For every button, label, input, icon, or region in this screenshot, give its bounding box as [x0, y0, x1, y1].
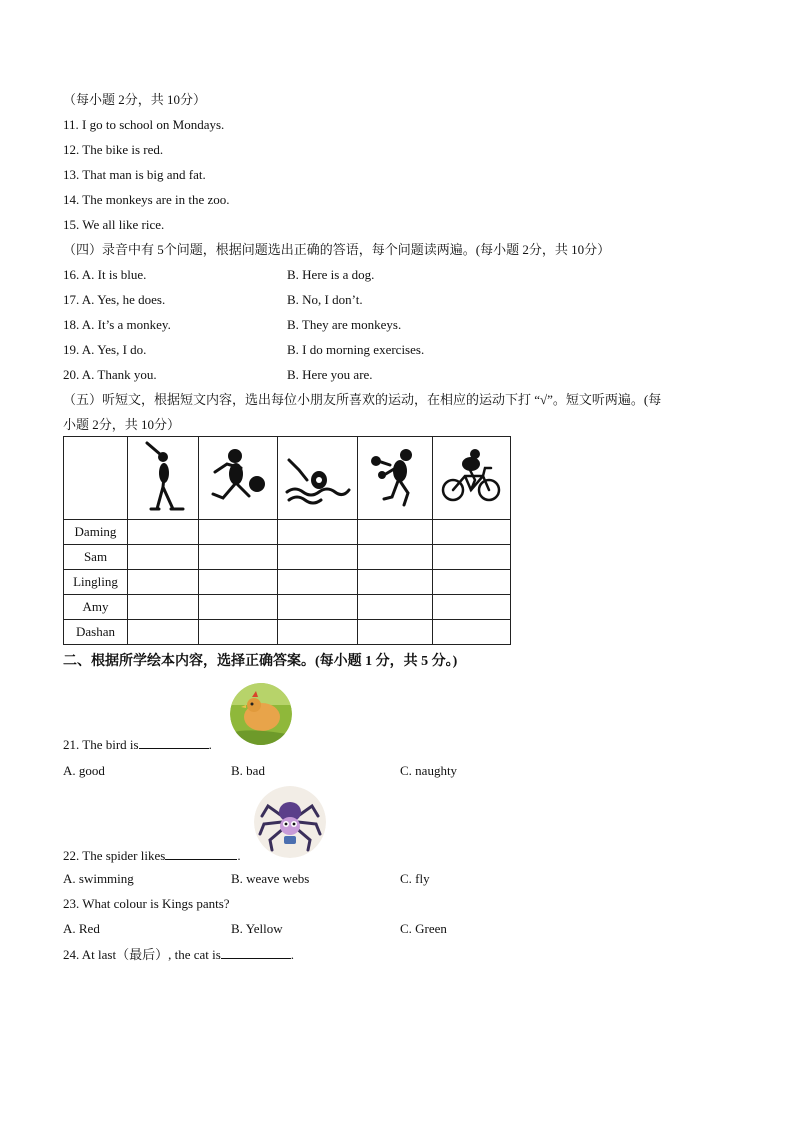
name-cell: Lingling	[64, 570, 128, 595]
question-11: 11. I go to school on Mondays.	[63, 117, 225, 132]
answer-cell[interactable]	[433, 620, 511, 645]
section2-header: 二、根据所学绘本内容，选择正确答案。(每小题 1 分，共 5 分。)	[63, 654, 458, 669]
answer-cell[interactable]	[128, 570, 199, 595]
answer-blank-24[interactable]	[221, 946, 291, 959]
answer-cell[interactable]	[199, 545, 278, 570]
question-17-a: 17. A. Yes, he does.	[63, 292, 166, 307]
answer-cell[interactable]	[358, 620, 433, 645]
spider-picture	[254, 786, 326, 858]
question-21-stem: 21. The bird is	[63, 737, 139, 752]
football-icon	[205, 444, 271, 508]
question-22-stem: 22. The spider likes	[63, 848, 166, 863]
answer-cell[interactable]	[358, 520, 433, 545]
corner-cell	[64, 437, 128, 520]
sports-table	[63, 436, 511, 645]
question-12: 12. The bike is red.	[63, 142, 164, 157]
question-24-stem: 24. At last（最后）, the cat is	[63, 947, 221, 962]
answer-cell[interactable]	[278, 595, 358, 620]
question-22-end: .	[237, 848, 241, 863]
answer-cell[interactable]	[433, 570, 511, 595]
sport-running	[128, 437, 199, 520]
answer-blank-22[interactable]	[165, 847, 237, 860]
answer-cell[interactable]	[199, 595, 278, 620]
answer-cell[interactable]	[128, 520, 199, 545]
name-cell: Dashan	[64, 620, 128, 645]
question-15: 15. We all like rice.	[63, 217, 165, 232]
option-21-b[interactable]: B. bad	[231, 763, 265, 778]
answer-cell[interactable]	[433, 520, 511, 545]
option-23-c[interactable]: C. Green	[400, 921, 447, 936]
answer-cell[interactable]	[358, 595, 433, 620]
answer-blank-21[interactable]	[139, 736, 209, 749]
question-21	[63, 736, 212, 753]
boxing-icon	[364, 443, 426, 509]
name-cell: Sam	[64, 545, 128, 570]
answer-cell[interactable]	[128, 595, 199, 620]
option-21-a[interactable]: A. good	[63, 763, 105, 778]
question-24	[63, 946, 294, 963]
answer-cell[interactable]	[278, 545, 358, 570]
answer-cell[interactable]	[278, 520, 358, 545]
answer-cell[interactable]	[199, 570, 278, 595]
option-23-a[interactable]: A. Red	[63, 921, 100, 936]
answer-cell[interactable]	[358, 545, 433, 570]
answer-cell[interactable]	[358, 570, 433, 595]
name-cell: Daming	[64, 520, 128, 545]
answer-cell[interactable]	[128, 545, 199, 570]
answer-cell[interactable]	[278, 570, 358, 595]
option-21-c[interactable]: C. naughty	[400, 763, 458, 778]
sport-swimming	[278, 437, 358, 520]
answer-cell[interactable]	[278, 620, 358, 645]
swimming-icon	[285, 446, 351, 506]
question-20-b: B. Here you are.	[287, 367, 373, 382]
question-13: 13. That man is big and fat.	[63, 167, 206, 182]
spider-icon	[254, 786, 326, 858]
bird-picture	[230, 683, 292, 745]
sport-boxing	[358, 437, 433, 520]
option-22-b[interactable]: B. weave webs	[231, 871, 310, 886]
answer-cell[interactable]	[199, 620, 278, 645]
option-22-c[interactable]: C. fly	[400, 871, 430, 886]
question-18-b: B. They are monkeys.	[287, 317, 402, 332]
question-22	[63, 847, 241, 864]
answer-cell[interactable]	[433, 595, 511, 620]
answer-cell[interactable]	[199, 520, 278, 545]
cycling-icon	[439, 448, 505, 504]
part5-header-line1: （五）听短文，根据短文内容，选出每位小朋友所喜欢的运动，在相应的运动下打 “√”。短文听两遍。(每	[63, 392, 662, 407]
answer-cell[interactable]	[128, 620, 199, 645]
option-22-a[interactable]: A. swimming	[63, 871, 134, 886]
sport-football	[199, 437, 278, 520]
question-20-a: 20. A. Thank you.	[63, 367, 157, 382]
running-icon	[133, 439, 193, 513]
question-16-a: 16. A. It is blue.	[63, 267, 147, 282]
bird-icon	[230, 683, 292, 745]
question-21-end: .	[208, 737, 212, 752]
option-23-b[interactable]: B. Yellow	[231, 921, 283, 936]
question-19-a: 19. A. Yes, I do.	[63, 342, 147, 357]
part3-header: （每小题 2分，共 10分）	[63, 92, 207, 107]
question-17-b: B. No, I don’t.	[287, 292, 363, 307]
name-cell: Amy	[64, 595, 128, 620]
answer-cell[interactable]	[433, 545, 511, 570]
question-19-b: B. I do morning exercises.	[287, 342, 425, 357]
question-14: 14. The monkeys are in the zoo.	[63, 192, 230, 207]
sport-cycling	[433, 437, 511, 520]
question-23: 23. What colour is Kings pants?	[63, 896, 230, 911]
part5-header-line2: 小题 2分，共 10分）	[63, 417, 181, 432]
question-24-end: .	[290, 947, 295, 962]
question-16-b: B. Here is a dog.	[287, 267, 375, 282]
question-18-a: 18. A. It’s a monkey.	[63, 317, 171, 332]
part4-header: （四）录音中有 5个问题，根据问题选出正确的答语，每个问题读两遍。(每小题 2分，共 10分）	[63, 242, 611, 257]
